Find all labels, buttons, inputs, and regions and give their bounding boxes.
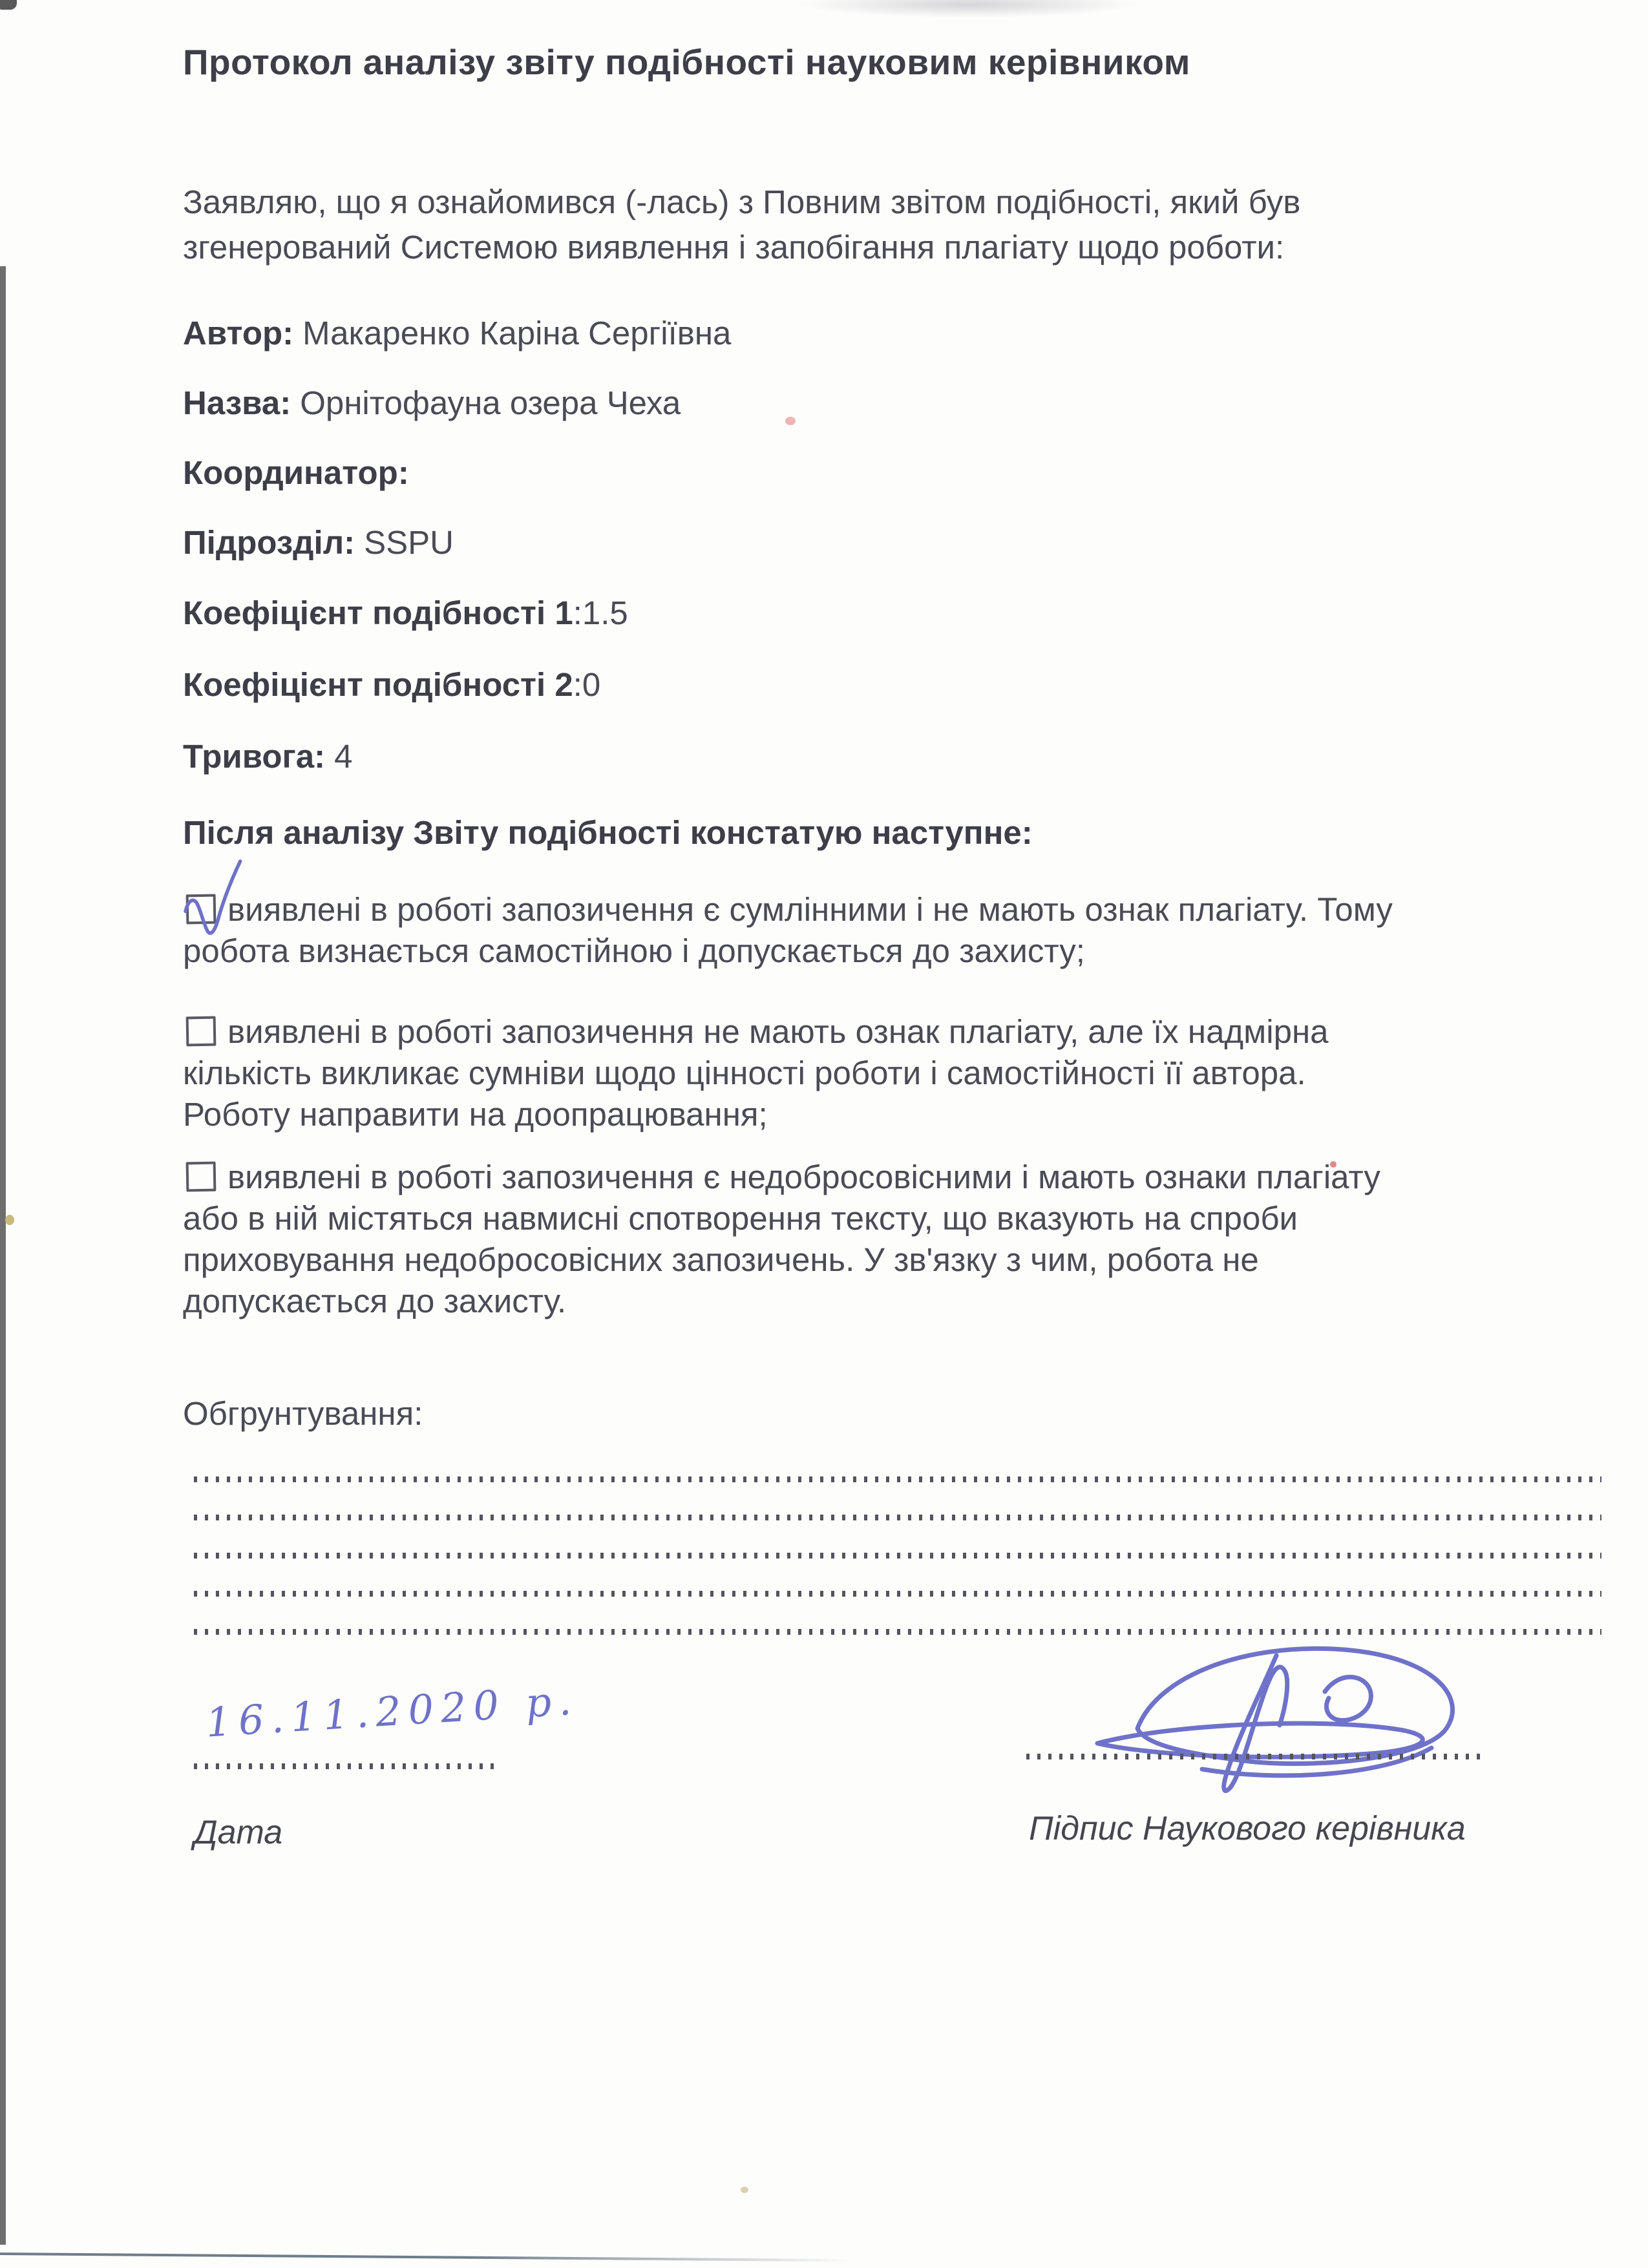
field-author-label: Автор: bbox=[183, 315, 294, 352]
field-unit-label: Підрозділ: bbox=[183, 524, 355, 561]
option-1-line: виявлені в роботі запозичення є сумлінними і не мають ознак плагіату. Тому bbox=[227, 891, 1393, 928]
field-alert-label: Тривога: bbox=[183, 738, 326, 775]
justification-dotted-line bbox=[194, 1591, 1601, 1597]
justification-dotted-line bbox=[194, 1476, 1601, 1482]
intro-line: Заявляю, що я ознайомився (-лась) з Повним звітом подібності, який був bbox=[183, 184, 1301, 220]
checkbox-option-2[interactable] bbox=[186, 1016, 217, 1047]
scan-speck-yellow bbox=[5, 1215, 14, 1225]
page-title: Протокол аналізу звіту подібності науковим керівником bbox=[183, 42, 1190, 82]
intro-line: згенерований Системою виявлення і запобігання плагіату щодо роботи: bbox=[183, 229, 1285, 266]
field-coefficient-1-label: Коефіцієнт подібності 1 bbox=[183, 594, 573, 631]
field-author bbox=[183, 314, 731, 352]
field-coefficient-1 bbox=[183, 594, 628, 632]
scan-edge-left bbox=[0, 266, 6, 2245]
handwritten-date: 16.11.2020 р. bbox=[204, 1676, 580, 1747]
option-3-line: приховування недобросовісних запозичень. У зв'язку з чим, робота не bbox=[183, 1241, 1259, 1278]
justification-dotted-line bbox=[194, 1515, 1601, 1520]
field-alert-value: 4 bbox=[334, 738, 353, 775]
option-3 bbox=[183, 1157, 1475, 1322]
field-unit-value: SSPU bbox=[364, 524, 454, 561]
handwritten-signature bbox=[1008, 1628, 1499, 1822]
field-coefficient-2 bbox=[183, 666, 600, 704]
scan-speck-pink bbox=[785, 417, 796, 425]
field-name-label: Назва: bbox=[183, 384, 291, 421]
field-author-value: Макаренко Каріна Сергіївна bbox=[302, 315, 732, 352]
intro-paragraph bbox=[183, 180, 1300, 270]
justification-label: Обгрунтування: bbox=[183, 1395, 423, 1432]
field-name-value: Орнітофауна озера Чеха bbox=[300, 384, 681, 421]
field-coefficient-1-value: :1.5 bbox=[573, 594, 628, 631]
signature-dotted-line bbox=[1026, 1754, 1480, 1759]
field-coordinator bbox=[183, 454, 418, 492]
signature-label: Підпис Наукового керівника bbox=[1029, 1810, 1466, 1847]
justification-dotted-line bbox=[194, 1553, 1601, 1559]
checkbox-option-1[interactable] bbox=[186, 894, 217, 925]
scan-corner-mark bbox=[0, 0, 17, 10]
field-coordinator-label: Координатор: bbox=[183, 454, 409, 491]
scan-speck-tan bbox=[741, 2187, 748, 2193]
field-coefficient-2-label: Коефіцієнт подібності 2 bbox=[183, 666, 573, 703]
option-2-line: кількість викликає сумніви щодо цінності роботи і самостійності її автора. bbox=[183, 1055, 1306, 1091]
date-dotted-line bbox=[194, 1763, 502, 1769]
scan-edge-bottom bbox=[0, 2252, 853, 2262]
option-2-line: Роботу направити на доопрацювання; bbox=[183, 1096, 768, 1133]
option-1 bbox=[183, 889, 1475, 972]
field-alert bbox=[183, 737, 353, 775]
option-1-line: робота визнається самостійною і допускається до захисту; bbox=[183, 932, 1085, 969]
checkbox-option-3[interactable] bbox=[186, 1162, 217, 1192]
field-unit bbox=[183, 523, 454, 562]
option-3-line: або в ній містяться навмисні спотворення тексту, що вказують на спроби bbox=[183, 1200, 1298, 1237]
option-2-line: виявлені в роботі запозичення не мають ознак плагіату, але їх надмірна bbox=[227, 1013, 1329, 1050]
scan-smudge-top bbox=[795, 0, 1144, 18]
field-name bbox=[183, 384, 681, 422]
date-label: Дата bbox=[194, 1814, 283, 1851]
option-2 bbox=[183, 1011, 1475, 1135]
field-coefficient-2-value: :0 bbox=[573, 666, 601, 703]
option-3-line: виявлені в роботі запозичення є недобросовісними і мають ознаки плагіату bbox=[227, 1159, 1380, 1195]
option-3-line: допускається до захисту. bbox=[183, 1283, 567, 1319]
statement-heading: Після аналізу Звіту подібності констатую наступне: bbox=[183, 814, 1033, 851]
